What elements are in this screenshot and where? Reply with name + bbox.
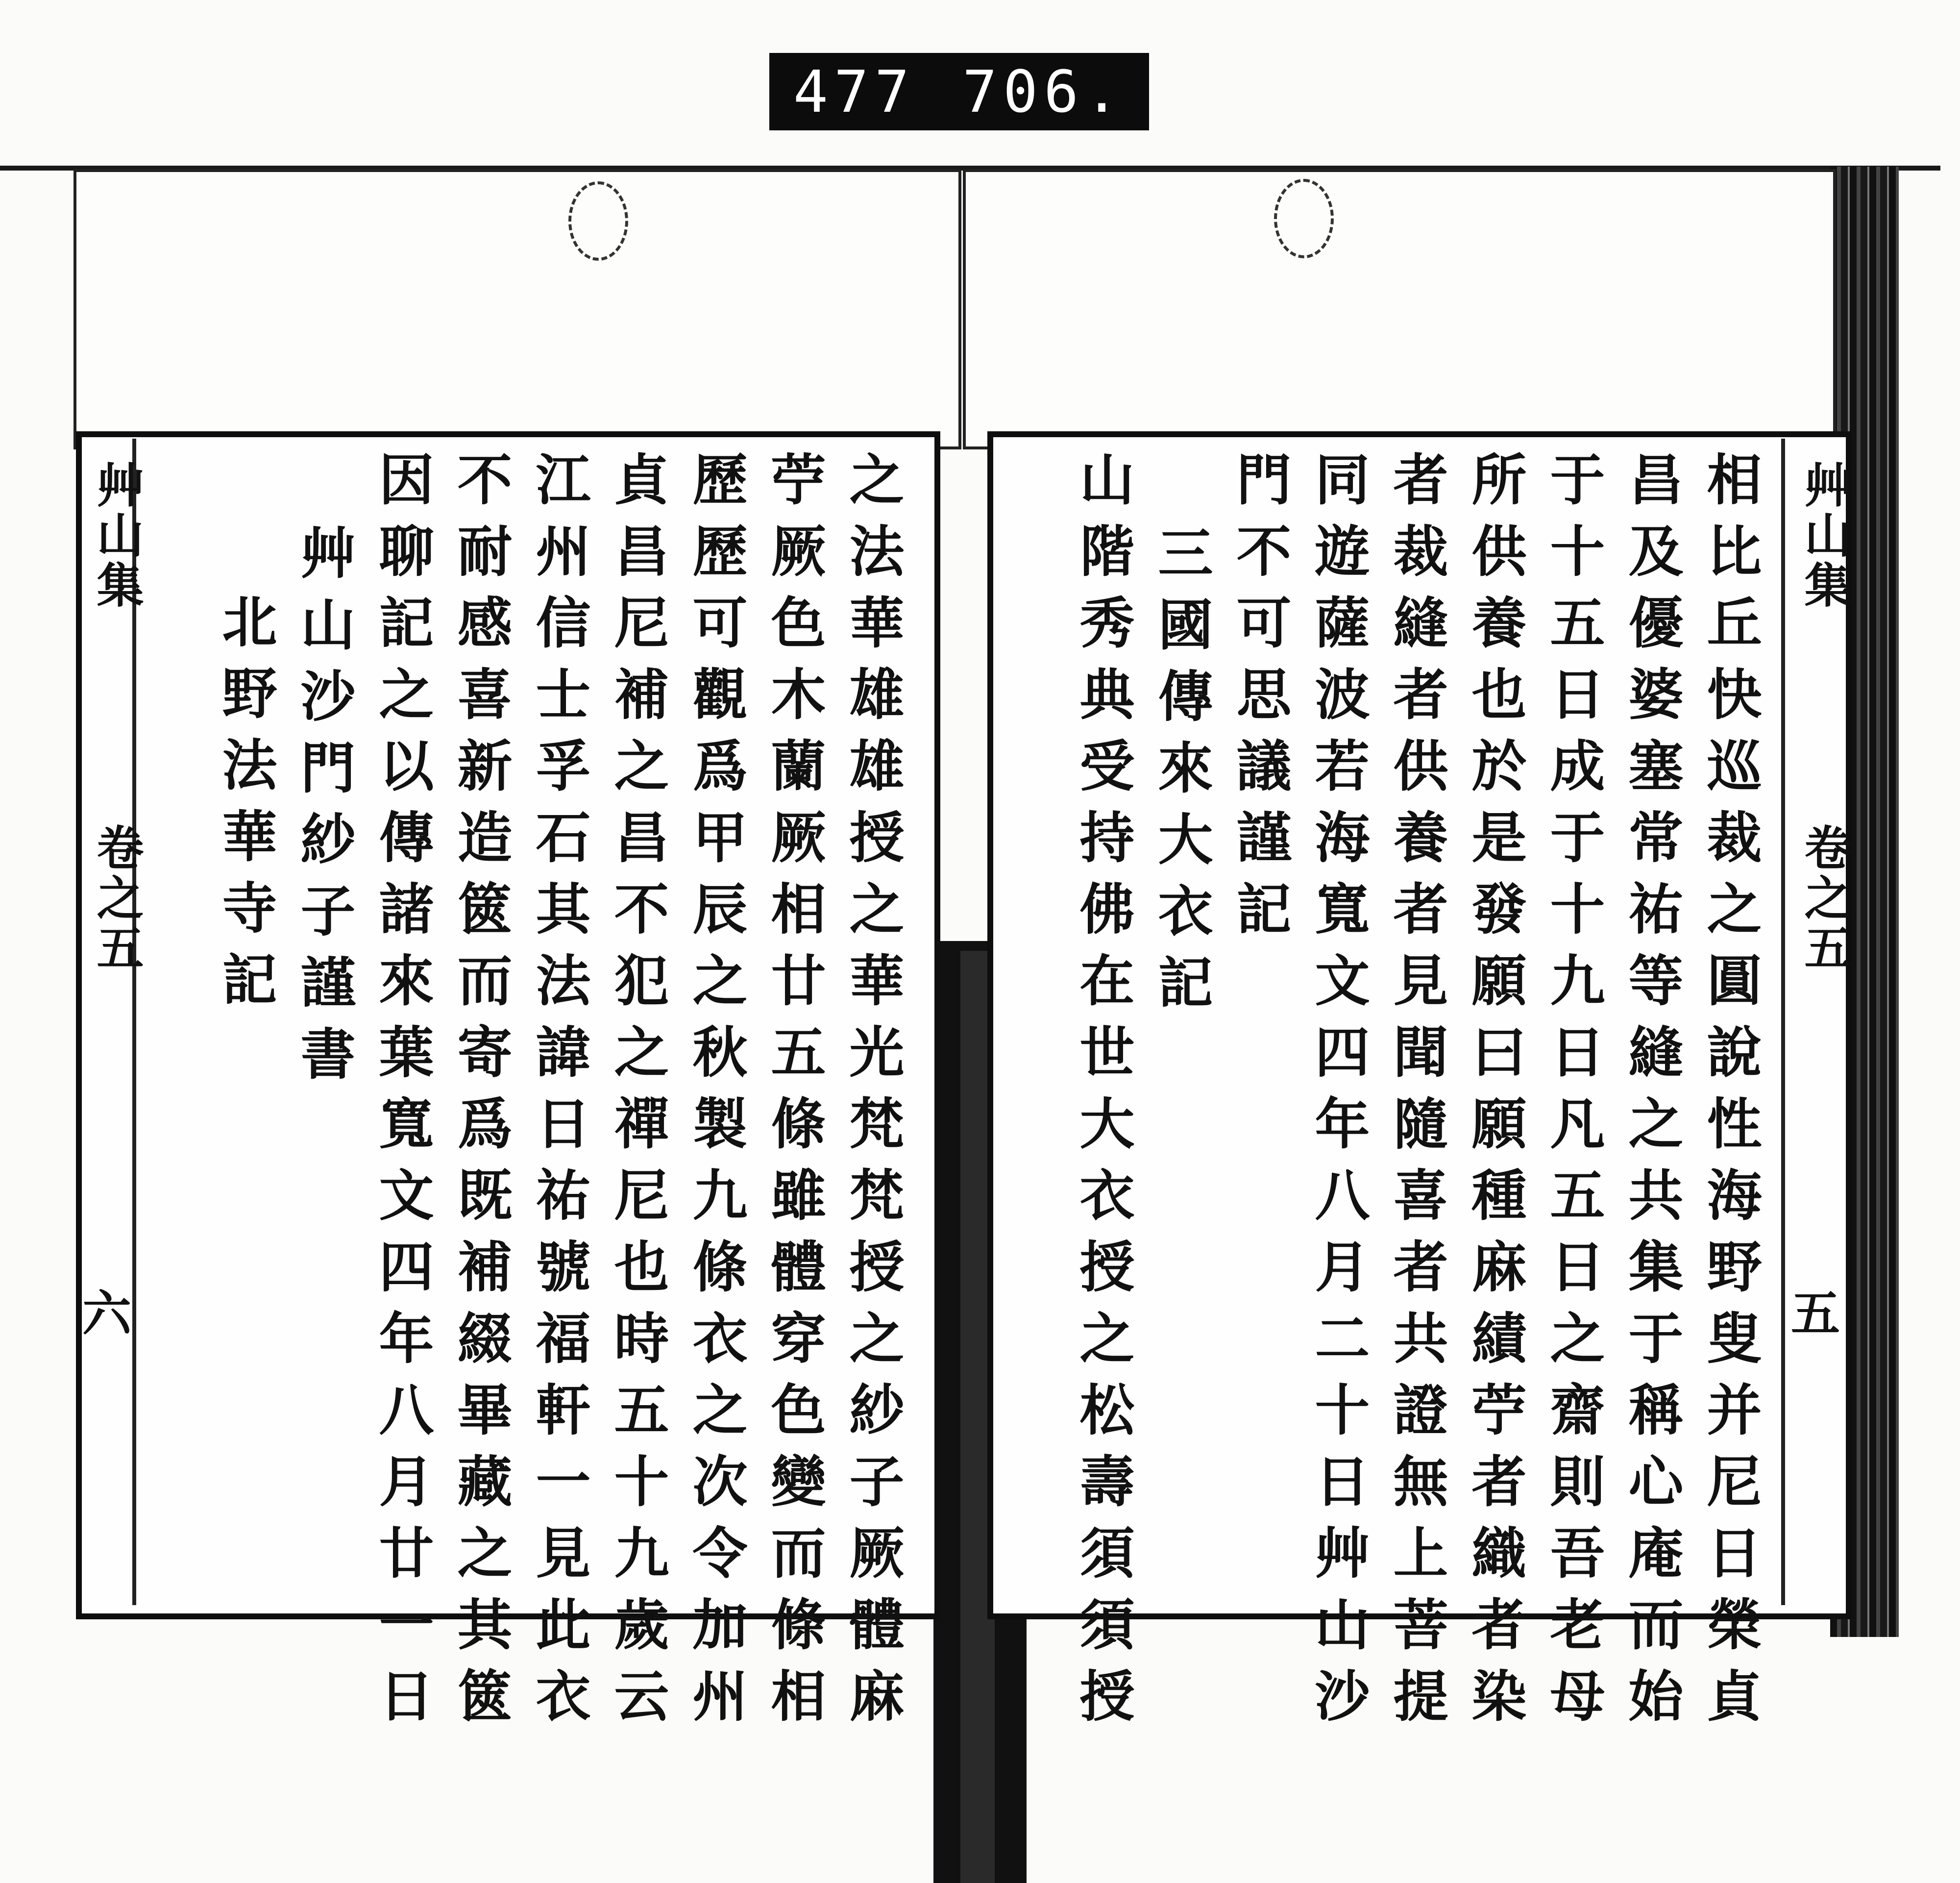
flyleaf-right <box>963 169 1836 449</box>
left-margin-volume <box>83 823 150 973</box>
left-folio: 六 <box>82 1285 131 1342</box>
text-column: 不耐感喜新造篋而寄爲既補綴畢藏之其篋 <box>448 451 513 1739</box>
catalog-number-left: 477 <box>793 58 915 125</box>
text-column: 貞昌尼補之昌不犯之禪尼也時五十九歲云 <box>605 451 669 1739</box>
text-column: 之法華雄雄授之華光梵梵授之紗子厥體麻 <box>840 451 905 1739</box>
right-book-title: 艸山集 <box>1797 461 1852 611</box>
text-column: 北野法華寺記 <box>213 593 277 1022</box>
flyleaf-left <box>74 169 961 449</box>
right-volume-number: 卷之五 <box>1797 823 1852 973</box>
text-column: 門不可思議謹記 <box>1227 451 1292 952</box>
left-volume-number: 卷之五 <box>89 823 145 973</box>
ornament-right <box>1274 179 1334 258</box>
text-column: 昌及優婆塞常祐等縫之共集于稱心庵而始 <box>1619 451 1684 1739</box>
right-margin-rule <box>1781 439 1785 1605</box>
text-column: 江州信士孚石其法諱日祐號福軒一見此衣 <box>527 451 591 1739</box>
text-column: 者裁縫者供養者見聞隨喜者共證無上菩提 <box>1384 451 1448 1739</box>
text-column: 于十五日成于十九日凡五日之齋則吾老母 <box>1541 451 1605 1739</box>
text-column: 苧厥色木蘭厥相廿五條雖體穿色變而條相 <box>762 451 826 1739</box>
text-column: 相比丘快巡裁之圓說性海野叟并尼日榮貞 <box>1698 451 1762 1739</box>
text-column: 艸山沙門紗子謹書 <box>292 524 356 1097</box>
text-column: 同遊薩波若海寬文四年八月二十日艸山沙 <box>1306 451 1370 1739</box>
text-column: 所供養也於是發願曰願種麻績苧者織者染 <box>1463 451 1527 1739</box>
ornament-left <box>568 181 628 261</box>
right-folio: 五 <box>1791 1285 1840 1342</box>
left-margin-title <box>83 461 150 611</box>
catalog-number-label <box>769 53 1149 130</box>
text-column: 因聊記之以傳諸來葉寬文四年八月廿一日 <box>370 451 434 1739</box>
text-column: 歷歷可觀爲甲辰之秋製九條衣之次令加州 <box>684 451 748 1739</box>
left-book-title: 艸山集 <box>89 461 145 611</box>
left-margin-rule <box>132 439 136 1605</box>
right-margin-title <box>1791 461 1858 611</box>
text-column: 山階秀典受持佛在世大衣授之松壽須須授 <box>1071 451 1135 1739</box>
right-margin-volume <box>1791 823 1858 973</box>
catalog-number-right: 706. <box>962 58 1126 125</box>
left-page-text <box>147 451 911 1739</box>
text-column: 三國傳來大衣記 <box>1149 524 1213 1025</box>
right-page-text <box>1014 451 1769 1739</box>
